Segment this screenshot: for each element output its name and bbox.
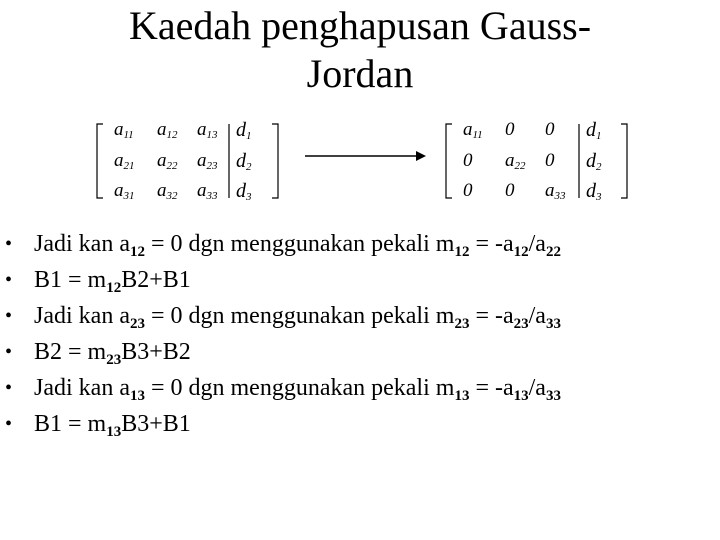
subscript: 12: [454, 244, 470, 260]
matrix-cell-symbol: a: [157, 150, 167, 171]
matrix-rhs-cell: [586, 119, 602, 147]
subscript: 13: [454, 388, 470, 404]
text-part: Jadi kan a: [34, 303, 130, 329]
matrix-cell-subscript: 33: [554, 190, 566, 202]
matrix-cell: [197, 180, 218, 207]
title-line-1: Kaedah penghapusan Gauss-: [128, 3, 592, 48]
bullet-marker: •: [5, 413, 13, 435]
subscript: 33: [545, 388, 561, 404]
matrix-cell-subscript: 12: [166, 129, 178, 141]
bullet-marker: •: [5, 305, 13, 327]
left-matrix-close-bracket: [272, 124, 278, 198]
subscript: 13: [129, 388, 145, 404]
subscript: 23: [106, 352, 122, 368]
matrix-cell-symbol: 0: [505, 180, 515, 201]
text-part: B3+B2: [121, 339, 191, 365]
subscript: 23: [513, 316, 529, 332]
bullet-item-5: [0, 370, 720, 406]
matrix-cell-symbol: d: [586, 180, 596, 202]
matrix-cell-subscript: 2: [596, 161, 602, 173]
text-part: = 0 dgn menggunakan pekali m: [144, 303, 455, 329]
matrix-cell-symbol: a: [114, 180, 124, 201]
bullet-item-2: [0, 262, 720, 298]
matrix-cell-symbol: a: [197, 119, 207, 140]
matrix-cell-subscript: 13: [206, 129, 218, 141]
bullet-marker: •: [5, 233, 13, 255]
subscript: 33: [545, 316, 561, 332]
matrix-cell: [545, 150, 555, 177]
matrix-rhs-cell: [586, 180, 602, 208]
matrix-cell: [545, 119, 555, 146]
matrix-cell-subscript: 32: [166, 190, 178, 202]
matrix-cell-symbol: a: [505, 150, 515, 171]
text-part: /a: [528, 375, 546, 401]
matrix-cell: [545, 180, 566, 207]
matrix-rhs-cell: [236, 180, 252, 208]
matrix-cell-symbol: 0: [505, 119, 515, 140]
matrix-cell: [114, 150, 135, 177]
text-part: Jadi kan a: [34, 375, 130, 401]
matrix-cell-symbol: a: [463, 119, 473, 140]
matrix-cell-subscript: 33: [206, 190, 218, 202]
matrix-cell-symbol: a: [197, 150, 207, 171]
matrix-cell: [197, 119, 218, 146]
matrix-cell-subscript: 1: [596, 130, 602, 142]
text-part: = 0 dgn menggunakan pekali m: [144, 231, 455, 257]
matrix-figure: [0, 110, 720, 210]
matrix-cell-subscript: 22: [166, 160, 178, 172]
matrix-cell-symbol: d: [236, 119, 246, 141]
matrix-cell: [463, 119, 483, 146]
matrix-cell: [505, 150, 526, 177]
matrix-cell-subscript: 3: [246, 191, 252, 203]
bullet-item-3: [0, 298, 720, 334]
matrix-cell-subscript: 2: [246, 161, 252, 173]
matrix-cell-subscript: 11: [123, 129, 134, 141]
text-part: B2+B1: [121, 267, 191, 293]
matrix-cell-subscript: 31: [123, 190, 135, 202]
matrix-cell-symbol: d: [236, 150, 246, 172]
matrix-cell: [114, 180, 135, 207]
matrix-cell: [197, 150, 218, 177]
matrix-cell: [505, 119, 515, 146]
matrix-cell-symbol: 0: [545, 119, 555, 140]
matrix-cell-symbol: 0: [463, 180, 473, 201]
text-part: = -a: [469, 375, 514, 401]
bullet-list: [0, 226, 720, 442]
text-part: B1 = m: [34, 267, 107, 293]
matrix-cell-symbol: a: [197, 180, 207, 201]
matrix-cell-symbol: 0: [463, 150, 473, 171]
matrix-cell-symbol: a: [545, 180, 555, 201]
bullet-item-1: [0, 226, 720, 262]
subscript: 12: [129, 244, 145, 260]
title-line-2: Jordan: [306, 51, 414, 96]
text-part: B2 = m: [34, 339, 107, 365]
bullet-item-4: [0, 334, 720, 370]
matrix-cell: [157, 150, 178, 177]
matrix-cell-symbol: d: [236, 180, 246, 202]
bullet-marker: •: [5, 377, 13, 399]
subscript: 22: [545, 244, 561, 260]
text-part: Jadi kan a: [34, 231, 130, 257]
subscript: 13: [513, 388, 529, 404]
matrix-brackets-and-arrow: [0, 110, 720, 210]
text-part: /a: [528, 303, 546, 329]
bullet-marker: •: [5, 341, 13, 363]
matrix-rhs-cell: [236, 119, 252, 147]
matrix-cell-symbol: 0: [545, 150, 555, 171]
matrix-cell: [157, 180, 178, 207]
text-part: = -a: [469, 303, 514, 329]
matrix-rhs-cell: [586, 150, 602, 178]
bullet-item-6: [0, 406, 720, 442]
matrix-cell-symbol: a: [114, 119, 124, 140]
matrix-cell-symbol: a: [157, 180, 167, 201]
right-matrix-open-bracket: [446, 124, 452, 198]
matrix-cell-subscript: 21: [123, 160, 135, 172]
text-part: = -a: [469, 231, 514, 257]
subscript: 23: [454, 316, 470, 332]
subscript: 23: [129, 316, 145, 332]
matrix-cell-symbol: d: [586, 150, 596, 172]
arrow-head: [416, 151, 426, 161]
matrix-rhs-cell: [236, 150, 252, 178]
subscript: 13: [106, 424, 122, 440]
matrix-cell: [463, 150, 473, 177]
right-matrix-close-bracket: [621, 124, 627, 198]
subscript: 12: [106, 280, 122, 296]
matrix-cell: [463, 180, 473, 207]
matrix-cell-subscript: 1: [246, 130, 252, 142]
matrix-cell: [157, 119, 178, 146]
text-part: B3+B1: [121, 411, 191, 437]
text-part: B1 = m: [34, 411, 107, 437]
matrix-cell-symbol: a: [157, 119, 167, 140]
text-part: /a: [528, 231, 546, 257]
matrix-cell: [114, 119, 134, 146]
text-part: = 0 dgn menggunakan pekali m: [144, 375, 455, 401]
matrix-cell-subscript: 23: [206, 160, 218, 172]
matrix-cell-symbol: a: [114, 150, 124, 171]
matrix-cell-symbol: d: [586, 119, 596, 141]
subscript: 12: [513, 244, 529, 260]
matrix-cell-subscript: 11: [472, 129, 483, 141]
bullet-marker: •: [5, 269, 13, 291]
bullet-text: [34, 406, 191, 450]
left-matrix-open-bracket: [97, 124, 103, 198]
matrix-cell: [505, 180, 515, 207]
slide-title: [60, 2, 660, 98]
matrix-cell-subscript: 3: [596, 191, 602, 203]
matrix-cell-subscript: 22: [514, 160, 526, 172]
